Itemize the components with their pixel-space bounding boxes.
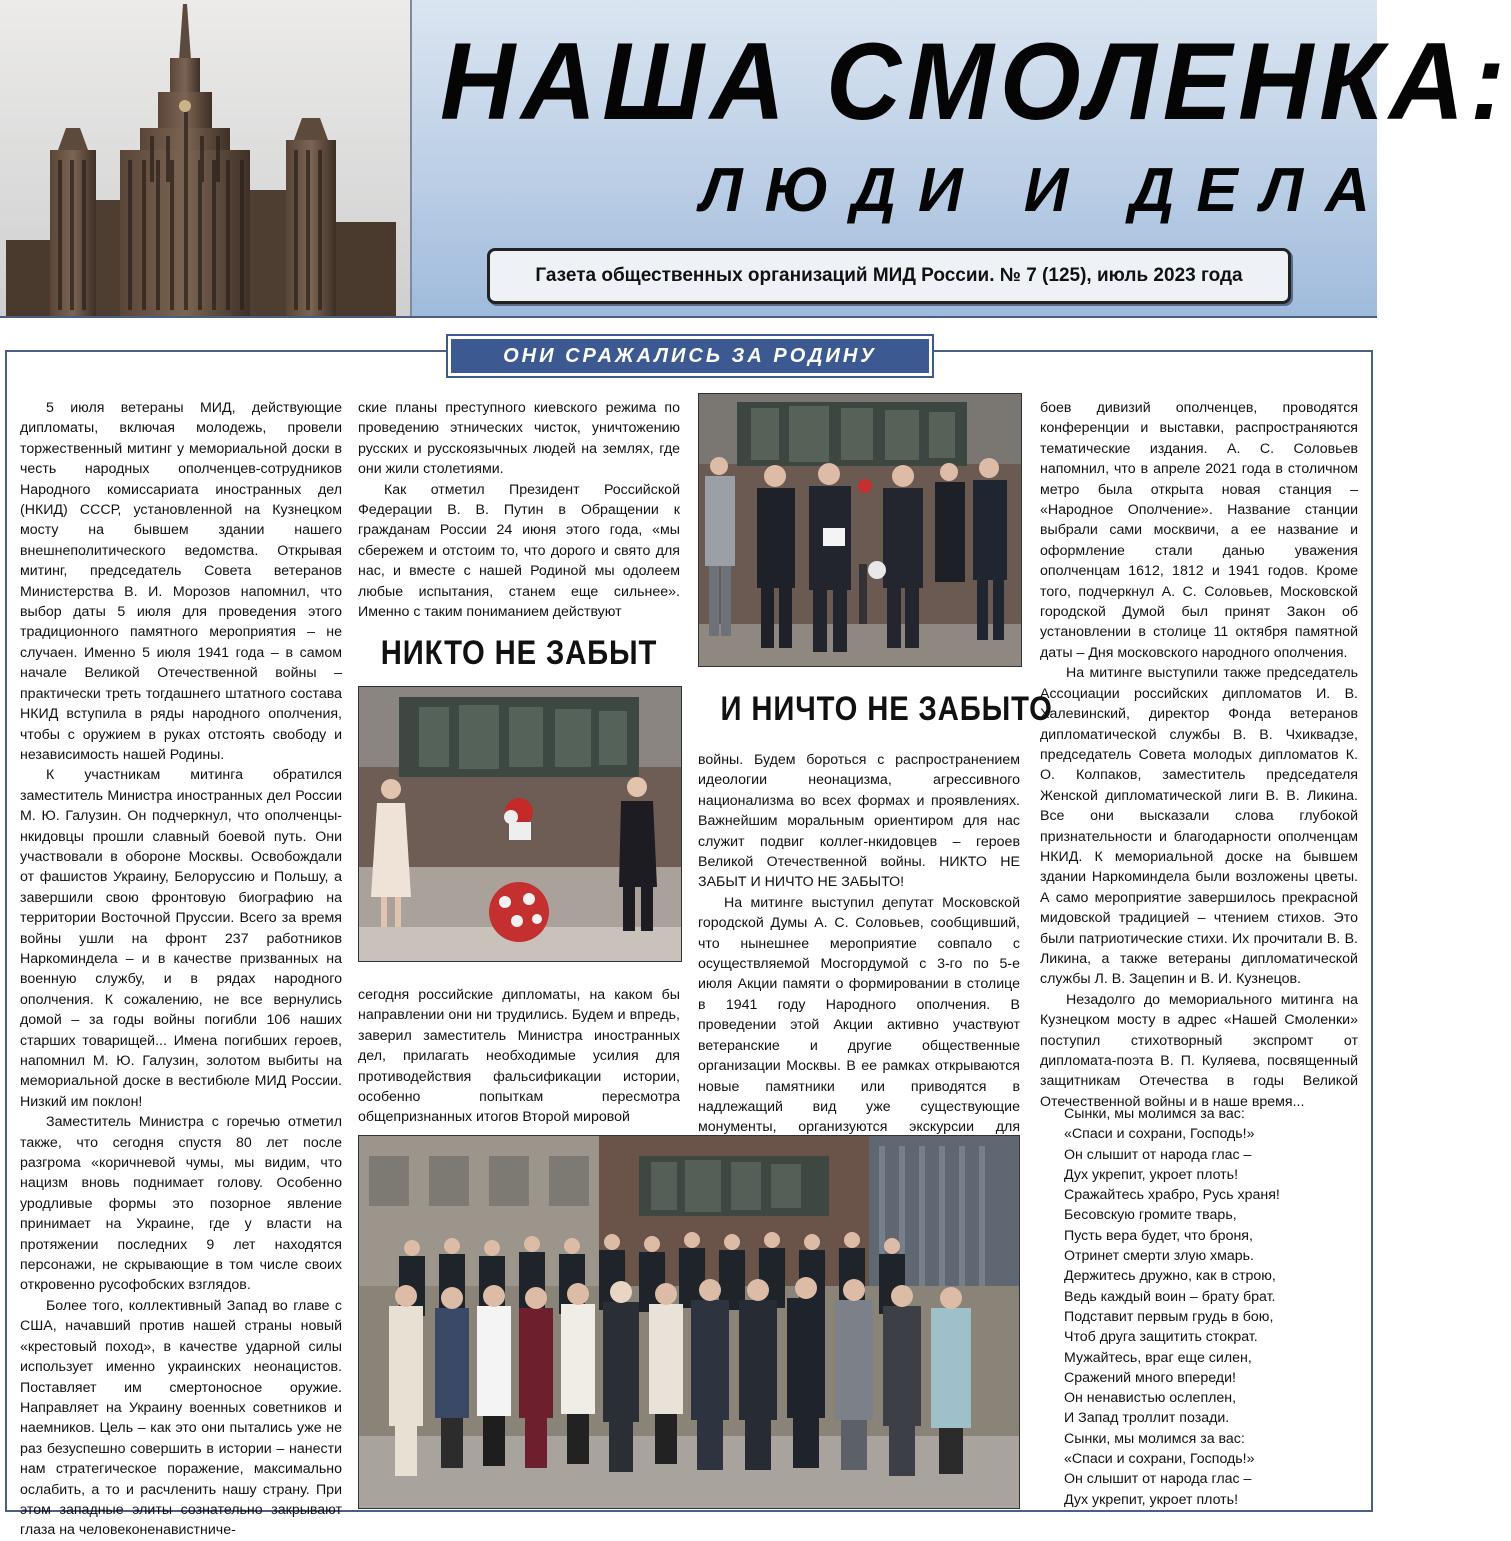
issue-info: Газета общественных организаций МИД России. № 7 (125), июль 2023 года — [487, 248, 1291, 304]
photo-officials-at-plaque — [698, 393, 1022, 667]
paragraph: Как отметил Президент Российской Федерации В. В. Путин в Обращении к гражданам России 24 июня этого года, «мы сбережем и отстоим то, что дорого и свято для нас, и вместе с нашей Родиной мы одолеем любые испытания, станем еще сильнее». Именно с таким пониманием действуют — [358, 481, 680, 621]
poem-line: Держитесь дружно, как в строю, — [1064, 1268, 1276, 1285]
headline-part-2: И НИЧТО НЕ ЗАБЫТО — [720, 690, 1053, 728]
section-rubric: ОНИ СРАЖАЛИСЬ ЗА РОДИНУ — [448, 336, 932, 376]
paragraph: сегодня российские дипломаты, на каком бы направлении они ни трудились. Будем и впредь, заверил заместитель Министра иностранных дел, прилагать необходимые усилия для противодействия фальсификации истории, особенно попыткам пересмотра общепризнанных итогов Второй мировой — [358, 987, 680, 1126]
paragraph: Более того, коллективный Запад во главе с США, начавший против нашей страны новый «крестовый поход», в качестве ударной силы использует именно украинских неонацистов. Поставляет им смертоносное оружие. Направляет на Украину военных советников и наемников. Цель – как это они пытались уже не раз безуспешно совершить в истории – нанести нам стратегическое поражение, максимально ослабить, а то и расчленить нашу страну. При этом западные элиты сознательно закрывают глаза на человеконенавистниче- — [20, 1297, 342, 1539]
poem-line: Подставит первым грудь в бою, — [1064, 1308, 1274, 1325]
poem-line: «Спаси и сохрани, Господь!» — [1064, 1126, 1255, 1143]
mid-building-photo — [0, 0, 412, 316]
photo-group-participants — [358, 1135, 1020, 1509]
article-column-2-continued — [358, 985, 680, 1128]
article-column-1 — [20, 398, 342, 1541]
poem-line: Сынки, мы молимся за вас: — [1064, 1430, 1245, 1447]
paragraph: На митинге выступил депутат Московской городской Думы А. С. Соловьев, сообщивший, что нынешнее мероприятие совпало с осуществляемой Мосгордумой с 3-го по 5-е июля Акции памяти о формировании в столице в 1941 году Народного ополчения. В проведении этой Акции активно участвуют ветеранские и другие общественные организации Москвы. В ее рамках открываются новые памятники или приводятся в надлежащий вид уже существующие монументы, организуются экскурсии для — [698, 894, 1020, 1136]
masthead-title: НАША СМОЛЕНКА: — [440, 21, 1511, 143]
article-column-4 — [1040, 398, 1358, 1112]
article-column-2 — [358, 398, 680, 622]
poem — [1064, 1104, 1364, 1510]
poem-line: Он слышит от народа глас – — [1064, 1471, 1252, 1488]
building-illustration — [0, 0, 410, 316]
poem-line: Отринет смерти злую хмарь. — [1064, 1248, 1254, 1265]
poem-line: Сынки, мы молимся за вас: — [1064, 1106, 1245, 1122]
poem-line: Бесовскую громите тварь, — [1064, 1207, 1237, 1224]
photo-memorial-plaque-flowers — [358, 686, 682, 962]
poem-line: Пусть вера будет, что броня, — [1064, 1227, 1253, 1244]
article-column-3 — [698, 750, 1020, 1158]
poem-line: Сражайтесь храбро, Русь храня! — [1064, 1187, 1280, 1204]
poem-line: Чтоб друга защитить стократ. — [1064, 1329, 1258, 1346]
paragraph: Заместитель Министра с горечью отметил также, что сегодня спустя 80 лет после разгрома «коричневой чумы, мы видим, что нацизм вновь поднимает голову. Особенно уродливые формы это позорное явление принимает на Украине, где у власти на протяжении последних 9 лет находятся персонажи, не скрывающие в том числе своих откровенно русофобских взглядов. — [20, 1114, 342, 1294]
paragraph: 5 июля ветераны МИД, действующие дипломаты, включая молодежь, провели торжественный митинг у мемориальной доски в честь народных ополченцев-сотрудников Народного комиссариата иностранных дел (НКИД) СССР, установленной на Кузнецком мосту на бывшем здании нашего внешнеполитического ведомства. Открывая митинг, председатель Совета ветеранов Министерства В. И. Морозов напомнил, что выбор даты 5 июля для проведения этого традиционного памятного мероприятия – не случаен. Именно 5 июля 1941 года – в самом начале Великой Отечественной войны – практически треть тогдашнего штатного состава НКИД вступила в ряды народного ополчения, чтобы с оружием в руках отстоять свободу и независимость нашей Родины. — [20, 400, 342, 763]
headline-part-1: НИКТО НЕ ЗАБЫТ — [380, 634, 658, 672]
poem-line: «Спаси и сохрани, Господь!» — [1064, 1451, 1255, 1468]
paragraph: ские планы преступного киевского режима по проведению этнических чисток, уничтожению русских и русскоязычных людей на землях, где они жили столетиями. — [358, 400, 680, 478]
poem-line: Он ненавистью ослеплен, — [1064, 1390, 1237, 1407]
poem-line: Сражений много впереди! — [1064, 1369, 1236, 1386]
paragraph: На митинге выступили также председатель Ассоциации российских дипломатов И. В. Халевинский, директор Фонда ветеранов дипломатической службы В. В. Чхиквадзе, председатель Совета молодых дипломатов К. О. Колпаков, заместитель председателя Женской дипломатической лиги В. В. Ликина. Все они высказали слова глубокой признательности и благодарности ополченцам НКИД. К мемориальной доске на бывшем здании Наркоминдела были возложены цветы. А само мероприятие завершилось прекрасной мидовской традицией – чтением стихов. Это были патриотические стихи. Их прочитали В. В. Ликина, а также ветераны дипломатической службы Л. В. Зацепин и В. И. Кузнецов. — [1040, 665, 1358, 988]
masthead-tagline: ЛЮДИ И ДЕЛА — [700, 156, 1392, 225]
paragraph: К участникам митинга обратился заместитель Министра иностранных дел России М. Ю. Галузин. Он подчеркнул, что ополченцы-нкидовцы прошли славный боевой путь. Они участвовали в обороне Москвы. Освобождали от фашистов Украину, Белоруссию и Польшу, а завершили свою фронтовую биографию на территории Восточной Пруссии. Всего за время войны ушли на фронт 237 работников Наркоминдела – и в качестве призванных на военную службу, и в рядах народного ополчения. К сожалению, не все вернулись домой – за годы войны погибли 106 наших старших товарищей... Имена погибших героев, напомнил М. Ю. Галузин, золотом выбиты на мемориальной доске в вестибюле МИД России. Низкий им поклон! — [20, 767, 342, 1110]
paragraph: войны. Будем бороться с распространением идеологии неонацизма, агрессивного национализма во всех формах и проявлениях. Важнейшим моральным ориентиром для нас служит подвиг коллег-нкидовцев – героев Великой Отечественной войны. НИКТО НЕ ЗАБЫТ И НИЧТО НЕ ЗАБЫТО! — [698, 752, 1020, 891]
emblem-icon — [179, 100, 191, 112]
masthead — [0, 0, 1511, 318]
poem-line: И Запад троллит позади. — [1064, 1410, 1230, 1427]
paragraph: боев дивизий ополченцев, проводятся конференции и выставки, распространяются тематические издания. А. С. Соловьев напомнил, что в апреле 2021 года в столичном метро была открыта новая станция – «Народное Ополчение». Название станции выбрали сами москвичи, а ее название и оформление стали данью уважения ополченцам 1612, 1812 и 1941 годов. Кроме того, подчеркнул А. С. Соловьев, Московской городской Думой был принят Закон об установлении в столице 11 октября памятной даты – Дня московского народного ополчения. — [1040, 400, 1358, 661]
paragraph: Незадолго до мемориального митинга на Кузнецком мосту в адрес «Нашей Смоленки» поступил стихотворный экспромт от дипломата-поэта В. П. Куляева, посвященный защитникам Отечества в годы Великой Отечественной войны и в наше время... — [1040, 991, 1358, 1110]
poem-line: Дух укрепит, укроет плоть! — [1064, 1491, 1239, 1508]
poem-line: Ведь каждый воин – брату брат. — [1064, 1288, 1276, 1305]
poem-line: Дух укрепит, укроет плоть! — [1064, 1166, 1239, 1183]
poem-line: Он слышит от народа глас – — [1064, 1146, 1252, 1163]
poem-line: Мужайтесь, враг еще силен, — [1064, 1349, 1252, 1366]
